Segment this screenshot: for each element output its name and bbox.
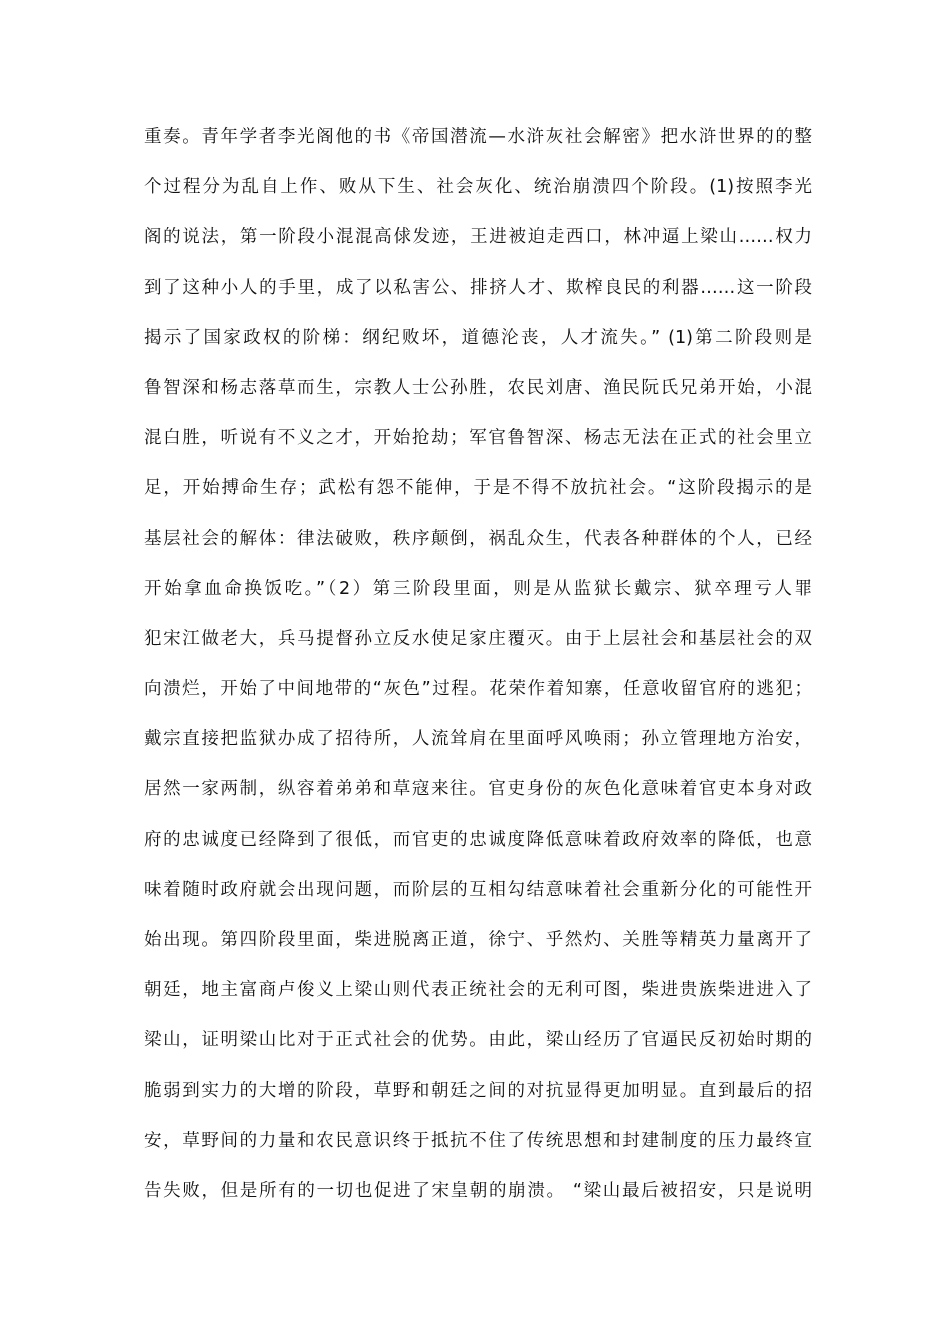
text-line: 混白胜，听说有不义之才，开始抢劫；军官鲁智深、杨志无法在正式的社会里立	[144, 428, 812, 449]
text-line: 揭示了国家政权的阶梯：纲纪败坏，道德沦丧，人才流失。” (1)第二阶段则是	[144, 327, 812, 348]
text-line: 足，开始搏命生存；武松有怨不能伸，于是不得不放抗社会。“这阶段揭示的是	[144, 478, 812, 499]
text-line: 阁的说法，第一阶段小混混高俅发迹，王进被迫走西口，林冲逼上梁山……权力	[144, 227, 812, 248]
body-paragraph	[144, 112, 812, 1216]
text-line: 犯宋江做老大，兵马提督孙立反水使足家庄覆灭。由于上层社会和基层社会的双	[144, 628, 812, 649]
text-line: 向溃烂，开始了中间地带的“灰色”过程。花荣作着知寨，任意收留官府的逃犯；	[144, 679, 812, 700]
text-line: 到了这种小人的手里，成了以私害公、排挤人才、欺榨良民的利器……这一阶段	[144, 277, 812, 298]
text-line: 居然一家两制，纵容着弟弟和草寇来往。官吏身份的灰色化意味着官吏本身对政	[144, 779, 812, 800]
text-line: 告失败，但是所有的一切也促进了宋皇朝的崩溃。 “梁山最后被招安，只是说明	[144, 1180, 812, 1201]
text-line: 脆弱到实力的大增的阶段，草野和朝廷之间的对抗显得更加明显。直到最后的招	[144, 1080, 812, 1101]
text-line: 个过程分为乱自上作、败从下生、社会灰化、统治崩溃四个阶段。(1)按照李光	[144, 177, 812, 198]
text-line: 开始拿血命换饭吃。”（2）第三阶段里面，则是从监狱长戴宗、狱卒理亏人罪	[144, 578, 812, 599]
text-line: 基层社会的解体：律法破败，秩序颠倒，祸乱众生，代表各种群体的个人，已经	[144, 528, 812, 549]
text-line: 重奏。青年学者李光阁他的书《帝国潜流—水浒灰社会解密》把水浒世界的的整	[144, 127, 812, 147]
text-line: 味着随时政府就会出现问题，而阶层的互相勾结意味着社会重新分化的可能性开	[144, 879, 812, 900]
text-line: 安，草野间的力量和农民意识终于抵抗不住了传统思想和封建制度的压力最终宣	[144, 1130, 812, 1151]
text-line: 府的忠诚度已经降到了很低，而官吏的忠诚度降低意味着政府效率的降低，也意	[144, 829, 812, 850]
text-line: 梁山，证明梁山比对于正式社会的优势。由此，梁山经历了官逼民反初始时期的	[144, 1030, 812, 1051]
text-line: 朝廷，地主富商卢俊义上梁山则代表正统社会的无利可图，柴进贵族柴进进入了	[144, 980, 812, 1001]
text-line: 鲁智深和杨志落草而生，宗教人士公孙胜，农民刘唐、渔民阮氏兄弟开始，小混	[144, 377, 812, 398]
text-line: 戴宗直接把监狱办成了招待所，人流耸肩在里面呼风唤雨；孙立管理地方治安，	[144, 729, 812, 750]
text-line: 始出现。第四阶段里面，柴进脱离正道，徐宁、乎然灼、关胜等精英力量离开了	[144, 930, 812, 950]
